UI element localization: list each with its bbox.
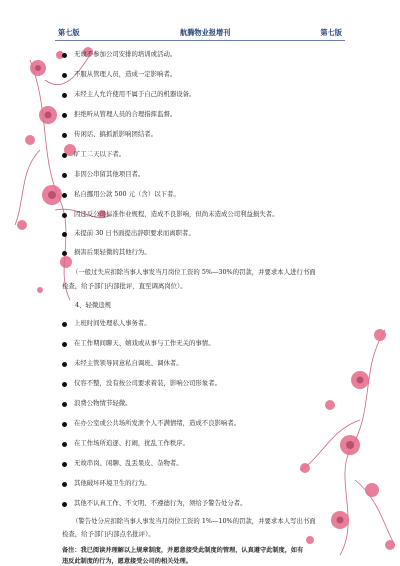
- list-item: 未经主管领导同意私自调班、调休者。: [74, 359, 183, 367]
- bullet: [62, 173, 67, 178]
- list-item: 仪容不整，没有按公司要求着装，影响公司形象者。: [74, 379, 221, 387]
- bullet: [62, 322, 67, 327]
- warning-note-line2: 检查，给予部门内部点名批评）。: [62, 530, 155, 538]
- page-header: [55, 26, 345, 41]
- publication-title: 航腾物业报增刊: [180, 28, 231, 37]
- bullet: [62, 482, 67, 487]
- list-item: 浪费公物情节轻微。: [74, 399, 132, 407]
- list-item: 上班时间处理私人事务者。: [74, 319, 151, 327]
- section2-title: 4、轻微违规: [75, 301, 112, 309]
- list-item: 私自挪用公款 500 元（含）以下者。: [74, 190, 180, 198]
- list-item: 因违反公司标准作业规程，造成不良影响，但尚未造成公司利益损失者。: [74, 210, 279, 218]
- list-item: 无故不参加公司安排的培训或活动。: [74, 50, 177, 58]
- bullet: [62, 342, 67, 347]
- list-item: 在工作期间聊天、嬉戏或从事与工作无关的事情。: [74, 339, 215, 347]
- bullet: [62, 213, 67, 218]
- list-item: 未提前 30 日书面提出辞职要求而离职者。: [74, 229, 195, 237]
- list-item: 非因公串留其他项目者。: [74, 170, 145, 178]
- warning-note-line1: （警告处分应扣除当事人事发当月岗位工资的 1%—10%的罚款，并要求本人写出书面: [72, 517, 316, 525]
- bullet: [62, 362, 67, 367]
- bullet: [62, 153, 67, 158]
- list-item: 损害后果轻微的其他行为。: [74, 248, 151, 256]
- bullet: [62, 133, 67, 138]
- list-item: 在办公室或公共场所发泄个人不满情绪，造成不良影响者。: [74, 419, 241, 427]
- bullet: [62, 251, 67, 256]
- list-item: 未经主人允许使用不属于自己的机器设备。: [74, 90, 196, 98]
- bullet: [62, 462, 67, 467]
- edition-label-right: 第七版: [320, 28, 342, 37]
- bullet: [62, 73, 67, 78]
- bullet: [62, 232, 67, 237]
- bullet: [62, 53, 67, 58]
- list-item: 不服从管理人员，造成一定影响者。: [74, 70, 177, 78]
- penalty-note-line1: （一般过失应扣除当事人事发当月岗位工资的 5%—30%的罚款，并要求本人进行书面: [72, 268, 316, 276]
- list-item: 其他不认真工作、不文明、不遵德行为，须给予警告处分者。: [74, 499, 247, 507]
- bullet: [62, 382, 67, 387]
- list-item: 传闲话、搞抓派影响团结者。: [74, 130, 158, 138]
- list-item: 旷工二天以下者。: [74, 150, 126, 158]
- bullet: [62, 422, 67, 427]
- bullet: [62, 502, 67, 507]
- bullet: [62, 402, 67, 407]
- remark-line2: 违反此制度的行为，愿意接受公司的相关处理。: [62, 558, 192, 565]
- list-item: 无故串岗、闲聊、乱丢果皮、杂物者。: [74, 459, 183, 467]
- bullet: [62, 113, 67, 118]
- bullet: [62, 442, 67, 447]
- list-item: 在工作场所追逐、打闹，扰乱工作秩序。: [74, 439, 190, 447]
- bullet: [62, 193, 67, 198]
- edition-label-left: 第七版: [58, 28, 80, 37]
- list-item: 其他破坏环境卫生的行为。: [74, 479, 151, 487]
- list-item: 拒绝听从管理人员的合理指挥监督。: [74, 110, 177, 118]
- remark-line1: 备注：我已阅读并理解以上规章制度，并愿意接受此制度的管理，认真遵守此制度，如有: [62, 547, 304, 554]
- bullet: [62, 93, 67, 98]
- penalty-note-line2: 检查，给予部门内部批评，直至调离岗位）。: [62, 282, 187, 290]
